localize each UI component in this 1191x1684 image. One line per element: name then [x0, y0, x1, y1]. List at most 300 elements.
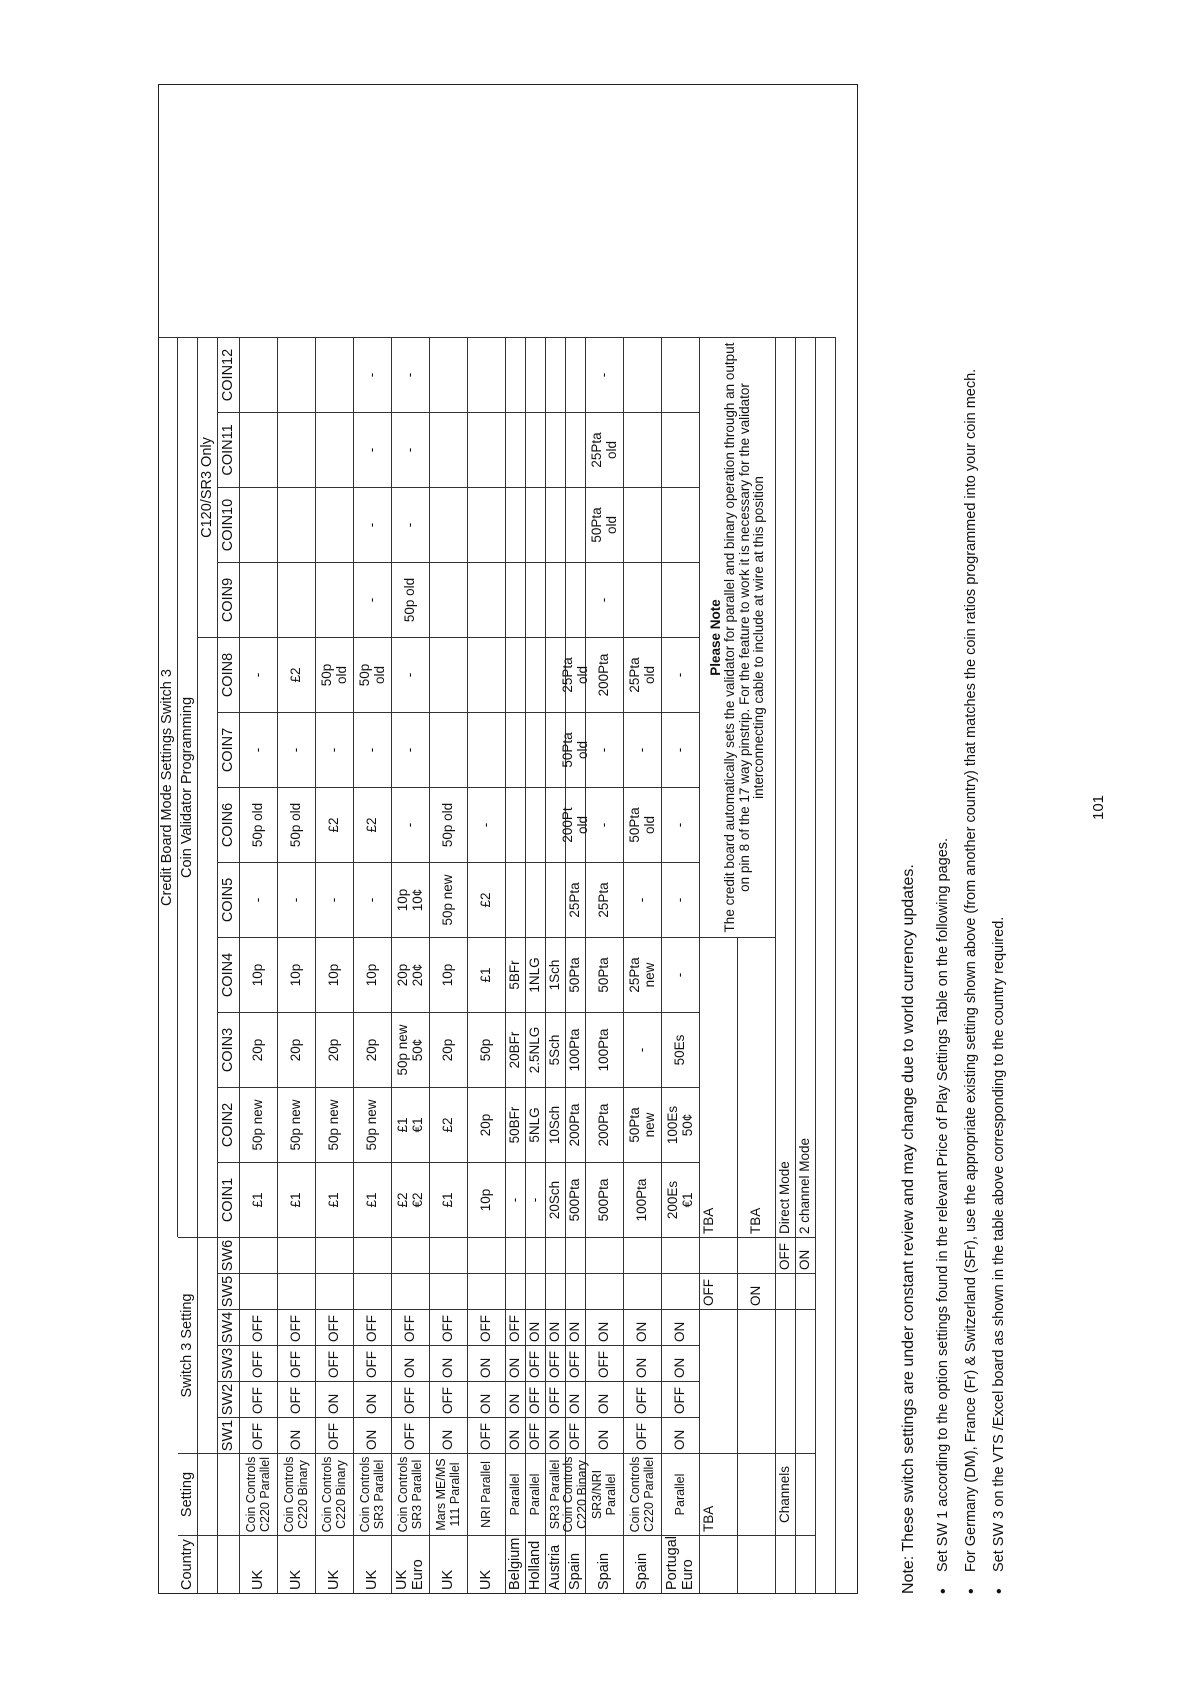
coin-cell: 100Pta — [624, 1162, 662, 1237]
coin-cell — [506, 337, 526, 412]
country-cell: Holland — [526, 1535, 546, 1593]
switch-cell: OFF — [662, 1381, 700, 1417]
switch-cell — [526, 1237, 546, 1273]
coin-cell: 50p old — [392, 562, 430, 637]
switch-cell — [392, 1273, 430, 1309]
switch-cell — [506, 1273, 526, 1309]
coin-cell: - — [354, 712, 392, 787]
setting-cell: Coin Controls C220 Parallel — [240, 1453, 278, 1535]
coin-cell: 25Pta — [566, 862, 586, 937]
coin-cell — [240, 337, 278, 412]
coin-cell: 50Pta old — [566, 712, 586, 787]
coin-cell: 200Es €1 — [662, 1162, 700, 1237]
coin-cell — [430, 562, 468, 637]
coin-cell: 25Pta new — [624, 937, 662, 1012]
coin-cell: £2 — [468, 862, 506, 937]
header-coin8: COIN8 — [218, 637, 240, 712]
coin-cell — [566, 337, 586, 412]
country-cell: UK — [430, 1535, 468, 1593]
header-coin9: COIN9 — [218, 562, 240, 637]
switch-cell — [430, 1273, 468, 1309]
coin-cell: 50p old — [316, 637, 354, 712]
direct-mode: Direct Mode — [776, 337, 796, 1237]
header-country: Country — [178, 1535, 198, 1593]
table-cell — [700, 1237, 738, 1273]
country-cell: UK — [468, 1535, 506, 1593]
header-coin5: COIN5 — [218, 862, 240, 937]
setting-cell: Mars ME/MS 111 Parallel — [430, 1453, 468, 1535]
switch-cell: OFF — [316, 1417, 354, 1453]
header-sw1: SW1 — [218, 1417, 240, 1453]
coin-cell — [506, 412, 526, 487]
switch-cell: ON — [586, 1309, 624, 1345]
coin-cell: 20p — [278, 1012, 316, 1087]
switch-cell — [526, 1273, 546, 1309]
switch-cell — [546, 1237, 566, 1273]
switch-cell — [662, 1237, 700, 1273]
coin-cell: - — [468, 787, 506, 862]
switch-cell: ON — [586, 1417, 624, 1453]
coin-cell — [506, 487, 526, 562]
coin-cell: 50p new — [278, 1087, 316, 1162]
switch-cell — [566, 1237, 586, 1273]
coin-cell: 50p old — [240, 787, 278, 862]
coin-cell: - — [278, 712, 316, 787]
switch-cell: OFF — [430, 1309, 468, 1345]
sw5-off: OFF — [700, 1273, 738, 1309]
table-cell — [796, 1535, 816, 1593]
coin-cell: 500Pta — [566, 1162, 586, 1237]
coin-cell: 20p 20¢ — [392, 937, 430, 1012]
coin-cell — [430, 487, 468, 562]
switch-cell: ON — [566, 1381, 586, 1417]
coin-cell — [430, 637, 468, 712]
header-coin-validator: Coin Validator Programming — [178, 337, 198, 1237]
coin-cell: 200Pta — [586, 637, 624, 712]
header-sw6: SW6 — [218, 1237, 240, 1273]
coin-cell — [624, 337, 662, 412]
coin-cell: - — [662, 712, 700, 787]
coin-cell — [278, 562, 316, 637]
coin-tba: TBA — [700, 937, 738, 1237]
coin-cell: £1 — [354, 1162, 392, 1237]
switch-cell: ON — [586, 1381, 624, 1417]
setting-cell: Coin Controls C220 Parallel — [624, 1453, 662, 1535]
switch-cell: ON — [662, 1309, 700, 1345]
coin-cell — [240, 412, 278, 487]
coin-cell: - — [662, 862, 700, 937]
coin-cell: 100Es 50¢ — [662, 1087, 700, 1162]
coin-cell: 25Pta — [586, 862, 624, 937]
switch-cell — [566, 1273, 586, 1309]
coin-cell — [430, 712, 468, 787]
table-cell — [738, 1309, 776, 1453]
switch-cell: OFF — [468, 1309, 506, 1345]
coin-cell — [278, 487, 316, 562]
coin-cell — [506, 712, 526, 787]
switch-cell — [316, 1273, 354, 1309]
coin-cell — [240, 562, 278, 637]
coin-cell — [316, 487, 354, 562]
two-channel-mode: 2 channel Mode — [796, 337, 816, 1237]
coin-cell: 200Pta — [586, 1087, 624, 1162]
coin-cell: 10p — [468, 1162, 506, 1237]
setting-cell: Coin Controls C220 Binary — [566, 1453, 586, 1535]
switch-cell: OFF — [546, 1381, 566, 1417]
switch-cell: ON — [430, 1345, 468, 1381]
header-setting: Setting — [178, 1453, 198, 1535]
coin-cell: 50p old — [354, 637, 392, 712]
country-cell: UK — [354, 1535, 392, 1593]
coin-cell — [468, 337, 506, 412]
bullet-2: • For Germany (DM), France (Fr) & Switzerland (SFr), use the appropriate existing setting shown above (from another country) that matches the coin ratios programmed into your coin mech. — [963, 369, 979, 1572]
country-cell: Austria — [546, 1535, 566, 1593]
coin-cell: - — [662, 637, 700, 712]
coin-cell — [546, 412, 566, 487]
switch-cell: ON — [566, 1309, 586, 1345]
setting-channels: Channels — [776, 1453, 796, 1535]
switch-cell: OFF — [566, 1345, 586, 1381]
switch-cell: OFF — [278, 1345, 316, 1381]
country-cell: Portugal Euro — [662, 1535, 700, 1593]
coin-cell: - — [586, 712, 624, 787]
coin-cell — [526, 637, 546, 712]
header-sw5: SW5 — [218, 1273, 240, 1309]
coin-cell — [430, 412, 468, 487]
switch-cell: OFF — [278, 1381, 316, 1417]
switch-cell: ON — [468, 1381, 506, 1417]
country-cell: UK — [240, 1535, 278, 1593]
coin-cell: 200Pta — [566, 1087, 586, 1162]
switch-cell: OFF — [240, 1345, 278, 1381]
coin-cell: 20p — [240, 1012, 278, 1087]
coin-cell: - — [392, 487, 430, 562]
country-cell: UK — [316, 1535, 354, 1593]
coin-cell — [316, 412, 354, 487]
switch-settings-table — [158, 84, 858, 1594]
setting-cell: Parallel — [506, 1453, 526, 1535]
switch-cell: OFF — [468, 1417, 506, 1453]
coin-cell: 50Pta — [566, 937, 586, 1012]
coin-cell: 50p new 50¢ — [392, 1012, 430, 1087]
coin-cell — [526, 787, 546, 862]
switch-cell: OFF — [586, 1345, 624, 1381]
coin-cell — [316, 562, 354, 637]
header-coin11: COIN11 — [218, 412, 240, 487]
page-number: 101 — [1090, 794, 1107, 820]
coin-cell — [662, 412, 700, 487]
switch-cell — [240, 1273, 278, 1309]
coin-cell: £1 — [316, 1162, 354, 1237]
switch-cell: ON — [624, 1309, 662, 1345]
setting-cell: Coin Controls SR3 Parallel — [392, 1453, 430, 1535]
table-cell — [796, 1309, 816, 1453]
switch-cell: OFF — [430, 1381, 468, 1417]
setting-cell: NRI Parallel — [468, 1453, 506, 1535]
coin-cell — [278, 337, 316, 412]
header-blank — [198, 637, 218, 1237]
switch-cell: ON — [506, 1345, 526, 1381]
coin-cell: - — [506, 1162, 526, 1237]
country-cell: UK Euro — [392, 1535, 430, 1593]
coin-cell: £2 — [278, 637, 316, 712]
coin-cell: - — [392, 787, 430, 862]
coin-cell: 10p — [316, 937, 354, 1012]
coin-cell: 25Pta old — [586, 412, 624, 487]
setting-cell: Coin Controls C220 Binary — [316, 1453, 354, 1535]
coin-cell: - — [586, 337, 624, 412]
coin-cell: 2.5NLG — [526, 1012, 546, 1087]
coin-cell: 5Sch — [546, 1012, 566, 1087]
switch-cell: ON — [662, 1417, 700, 1453]
coin-cell — [506, 862, 526, 937]
country-cell: Spain — [586, 1535, 624, 1593]
header-sw2: SW2 — [218, 1381, 240, 1417]
header-coin7: COIN7 — [218, 712, 240, 787]
switch-cell: OFF — [506, 1309, 526, 1345]
header-blank — [198, 1237, 218, 1453]
switch-cell: OFF — [240, 1309, 278, 1345]
table-cell — [738, 1535, 776, 1593]
switch-cell: ON — [506, 1381, 526, 1417]
coin-cell: 100Pta — [566, 1012, 586, 1087]
coin-cell — [468, 637, 506, 712]
coin-cell: - — [392, 637, 430, 712]
coin-cell: 50Pta old — [586, 487, 624, 562]
setting-cell: SR3/NRI Parallel — [586, 1453, 624, 1535]
coin-cell — [662, 487, 700, 562]
header-coin4: COIN4 — [218, 937, 240, 1012]
coin-cell — [468, 412, 506, 487]
header-coin3: COIN3 — [218, 1012, 240, 1087]
coin-cell: - — [240, 712, 278, 787]
switch-cell: ON — [662, 1345, 700, 1381]
coin-cell: - — [392, 337, 430, 412]
coin-cell: - — [662, 937, 700, 1012]
coin-cell — [468, 487, 506, 562]
coin-cell — [566, 487, 586, 562]
coin-cell — [468, 562, 506, 637]
note-text: Note: These switch settings are under constant review and may change due to world currency updates. — [900, 864, 917, 1594]
coin-cell: 20p — [316, 1012, 354, 1087]
coin-cell: 10p — [430, 937, 468, 1012]
coin-cell: £1 — [240, 1162, 278, 1237]
switch-cell: OFF — [354, 1345, 392, 1381]
table-cell — [700, 1535, 738, 1593]
table-title: Credit Board Mode Settings Switch 3 — [159, 337, 178, 1237]
switch-cell: OFF — [354, 1309, 392, 1345]
coin-cell: £2 — [430, 1087, 468, 1162]
coin-cell — [526, 487, 546, 562]
country-cell: Spain — [566, 1535, 586, 1593]
coin-cell: 500Pta — [586, 1162, 624, 1237]
coin-cell — [566, 412, 586, 487]
coin-cell: 20Sch — [546, 1162, 566, 1237]
switch-cell: ON — [546, 1417, 566, 1453]
coin-cell: 20p — [354, 1012, 392, 1087]
coin-cell: - — [278, 862, 316, 937]
coin-cell — [662, 337, 700, 412]
coin-cell: 50BFr — [506, 1087, 526, 1162]
please-note-text: The credit board automatically sets the validator for parallel and binary operation through an output on pin 8 of the 17 way pinstrip. For the feature to work it is necessary for the validator interconnecting cable to include at wire at this position — [722, 342, 766, 933]
switch-cell — [624, 1237, 662, 1273]
switch-cell: OFF — [526, 1345, 546, 1381]
coin-cell: 50Es — [662, 1012, 700, 1087]
header-blank — [198, 1453, 218, 1535]
switch-cell: ON — [316, 1381, 354, 1417]
coin-cell — [546, 487, 566, 562]
switch-cell: OFF — [278, 1309, 316, 1345]
header-sw3: SW3 — [218, 1345, 240, 1381]
header-blank — [218, 1535, 240, 1593]
coin-cell: 1Sch — [546, 937, 566, 1012]
setting-cell: SR3 Parallel — [546, 1453, 566, 1535]
header-coin1: COIN1 — [218, 1162, 240, 1237]
coin-cell — [546, 562, 566, 637]
switch-cell — [278, 1273, 316, 1309]
coin-cell — [526, 412, 546, 487]
switch-cell: OFF — [624, 1381, 662, 1417]
coin-cell: 5BFr — [506, 937, 526, 1012]
switch-cell: OFF — [316, 1345, 354, 1381]
table-cell — [776, 1535, 796, 1593]
coin-cell: £2 — [354, 787, 392, 862]
header-c120-sr3-only: C120/SR3 Only — [198, 337, 218, 637]
coin-cell: - — [354, 412, 392, 487]
coin-cell: 20p — [430, 1012, 468, 1087]
switch-cell: OFF — [240, 1417, 278, 1453]
coin-cell — [546, 337, 566, 412]
switch-cell — [468, 1273, 506, 1309]
coin-cell — [624, 412, 662, 487]
coin-cell: - — [354, 337, 392, 412]
coin-cell: - — [526, 1162, 546, 1237]
header-blank — [198, 1535, 218, 1593]
bullet-3: • Set SW 3 on the VTS /Excel board as shown in the table above corresponding to the country required. — [991, 917, 1007, 1572]
coin-cell: 10p — [278, 937, 316, 1012]
coin-cell: - — [662, 787, 700, 862]
switch-cell — [430, 1237, 468, 1273]
coin-cell: - — [392, 412, 430, 487]
coin-cell: 25Pta old — [566, 637, 586, 712]
header-blank — [218, 1453, 240, 1535]
switch-cell: OFF — [392, 1417, 430, 1453]
coin-cell: - — [624, 712, 662, 787]
switch-cell: ON — [392, 1345, 430, 1381]
coin-cell: - — [586, 787, 624, 862]
coin-cell: - — [392, 712, 430, 787]
switch-cell: OFF — [392, 1381, 430, 1417]
coin-cell: 20p — [468, 1087, 506, 1162]
coin-cell: 25Pta old — [624, 637, 662, 712]
switch-cell — [392, 1237, 430, 1273]
switch-cell — [506, 1237, 526, 1273]
table-cell — [796, 1273, 816, 1309]
coin-cell: - — [316, 862, 354, 937]
coin-cell — [526, 862, 546, 937]
table-cell — [776, 1309, 796, 1453]
switch-cell — [354, 1237, 392, 1273]
coin-cell — [566, 562, 586, 637]
coin-cell: - — [240, 862, 278, 937]
setting-cell: Coin Controls C220 Binary — [278, 1453, 316, 1535]
country-cell: Belgium — [506, 1535, 526, 1593]
coin-cell: 50p — [468, 1012, 506, 1087]
coin-cell: 50p new — [240, 1087, 278, 1162]
sw6-on: ON — [796, 1237, 816, 1273]
coin-cell — [240, 487, 278, 562]
switch-cell: ON — [506, 1417, 526, 1453]
setting-cell: Parallel — [526, 1453, 546, 1535]
coin-cell — [506, 787, 526, 862]
header-coin12: COIN12 — [218, 337, 240, 412]
coin-cell — [278, 412, 316, 487]
coin-cell — [468, 712, 506, 787]
switch-cell: OFF — [546, 1345, 566, 1381]
coin-cell: - — [624, 862, 662, 937]
header-coin2: COIN2 — [218, 1087, 240, 1162]
coin-cell: 10p — [240, 937, 278, 1012]
sw5-on: ON — [738, 1273, 776, 1309]
coin-cell: - — [316, 712, 354, 787]
coin-cell — [506, 562, 526, 637]
switch-cell — [624, 1273, 662, 1309]
country-cell: UK — [278, 1535, 316, 1593]
table-cell — [738, 1237, 776, 1273]
coin-cell: 5NLG — [526, 1087, 546, 1162]
coin-cell — [546, 862, 566, 937]
bullet-1: • Set SW 1 according to the option settings found in the relevant Price of Play Settings Table on the following pages. — [935, 838, 951, 1572]
switch-cell — [354, 1273, 392, 1309]
coin-cell: 50p new — [354, 1087, 392, 1162]
setting-tba: TBA — [700, 1453, 738, 1535]
coin-cell — [624, 562, 662, 637]
coin-cell: £1 — [468, 937, 506, 1012]
coin-cell — [526, 712, 546, 787]
switch-cell: OFF — [316, 1309, 354, 1345]
coin-cell: 50p old — [278, 787, 316, 862]
coin-cell: 100Pta — [586, 1012, 624, 1087]
coin-cell: £2 — [316, 787, 354, 862]
coin-tba-2: TBA — [738, 937, 776, 1237]
sw6-off: OFF — [776, 1237, 796, 1273]
coin-cell: 50p new — [430, 862, 468, 937]
switch-cell: OFF — [624, 1417, 662, 1453]
coin-cell: £2 €2 — [392, 1162, 430, 1237]
coin-cell: - — [354, 487, 392, 562]
switch-cell: ON — [526, 1309, 546, 1345]
coin-cell: 1NLG — [526, 937, 546, 1012]
switch-cell — [662, 1273, 700, 1309]
header-sw4: SW4 — [218, 1309, 240, 1345]
table-cell — [700, 1309, 738, 1453]
switch-cell — [586, 1273, 624, 1309]
switch-cell: ON — [546, 1309, 566, 1345]
coin-cell: 50p old — [430, 787, 468, 862]
coin-cell: 200Pt old — [566, 787, 586, 862]
header-coin6: COIN6 — [218, 787, 240, 862]
coin-cell: £1 €1 — [392, 1087, 430, 1162]
table-cell — [796, 1453, 816, 1535]
switch-cell — [468, 1237, 506, 1273]
switch-cell — [278, 1237, 316, 1273]
coin-cell: - — [240, 637, 278, 712]
coin-cell: 50Pta — [586, 937, 624, 1012]
switch-cell: ON — [468, 1345, 506, 1381]
switch-cell: OFF — [526, 1417, 546, 1453]
setting-cell: Parallel — [662, 1453, 700, 1535]
switch-cell: OFF — [566, 1417, 586, 1453]
